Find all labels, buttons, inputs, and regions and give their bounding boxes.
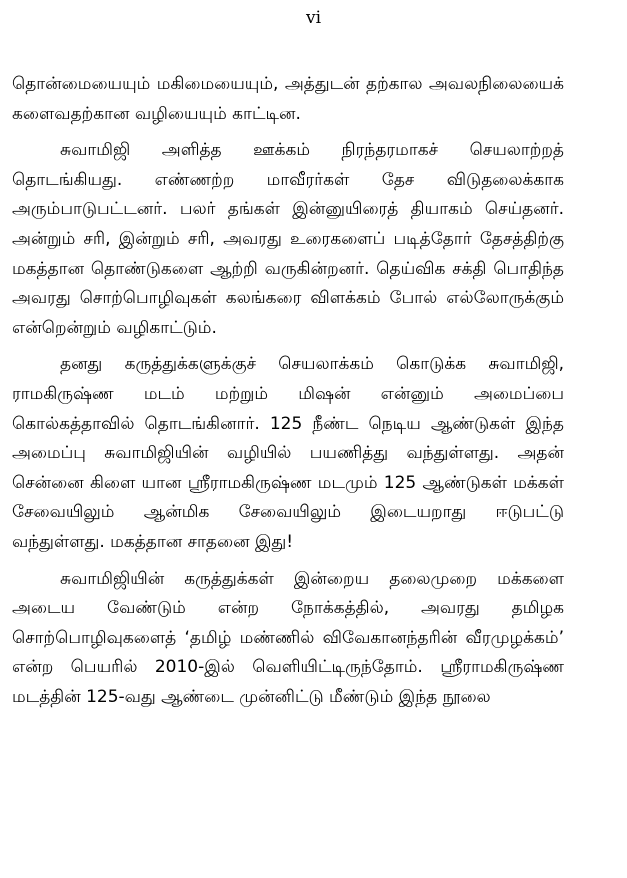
document-body	[12, 70, 564, 719]
paragraph: தொன்மையையும் மகிமையையும், அத்துடன் தற்கால அவலநிலையைக் களைவதற்கான வழியையும் காட்டின.	[12, 74, 564, 124]
page-number: vi	[305, 8, 322, 28]
paragraph: சுவாமிஜியின் கருத்துக்கள் இன்றைய தலைமுறை மக்களை அடைய வேண்டும் என்ற நோக்கத்தில், அவரது தமிழக சொற்பொழிவுகளைத் ‘தமிழ் மண்ணில் விவேகானந்தரின் வீரமுழக்கம்’ என்ற பெயரில் 2010-இல் வெளியிட்டிருந்தோம். ஸ்ரீராமகிருஷ்ண மடத்தின் 125-வது ஆண்டை முன்னிட்டு மீண்டும் இந்த நூலை	[12, 568, 564, 707]
paragraph: சுவாமிஜி அளித்த ஊக்கம் நிரந்தரமாகச் செயலாற்றத் தொடங்கியது. எண்ணற்ற மாவீரர்கள் தேச விடுதலைக்காக அரும்பாடுபட்டனர். பலர் தங்கள் இன்னுயிரைத் தியாகம் செய்தனர். அன்றும் சரி, இன்றும் சரி, அவரது உரைகளைப் படித்தோர் தேசத்திற்கு மகத்தான தொண்டுகளை ஆற்றி வருகின்றனர். தெய்விக சக்தி பொதிந்த அவரது சொற்பொழிவுகள் கலங்கரை விளக்கம் போல் எல்லோருக்கும் என்றென்றும் வழிகாட்டும்.	[12, 140, 564, 338]
paragraph: தனது கருத்துக்களுக்குச் செயலாக்கம் கொடுக்க சுவாமிஜி, ராமகிருஷ்ண மடம் மற்றும் மிஷன் என்னும் அமைப்பை கொல்கத்தாவில் தொடங்கினார். 125 நீண்ட நெடிய ஆண்டுகள் இந்த அமைப்பு சுவாமிஜியின் வழியில் பயணித்து வந்துள்ளது. அதன் சென்னை கிளை யான ஸ்ரீராமகிருஷ்ண மடமும் 125 ஆண்டுகள் மக்கள் சேவையிலும் ஆன்மிக சேவையிலும் இடையறாது ஈடுபட்டு வந்துள்ளது. மகத்தான சாதனை இது!	[12, 354, 564, 552]
